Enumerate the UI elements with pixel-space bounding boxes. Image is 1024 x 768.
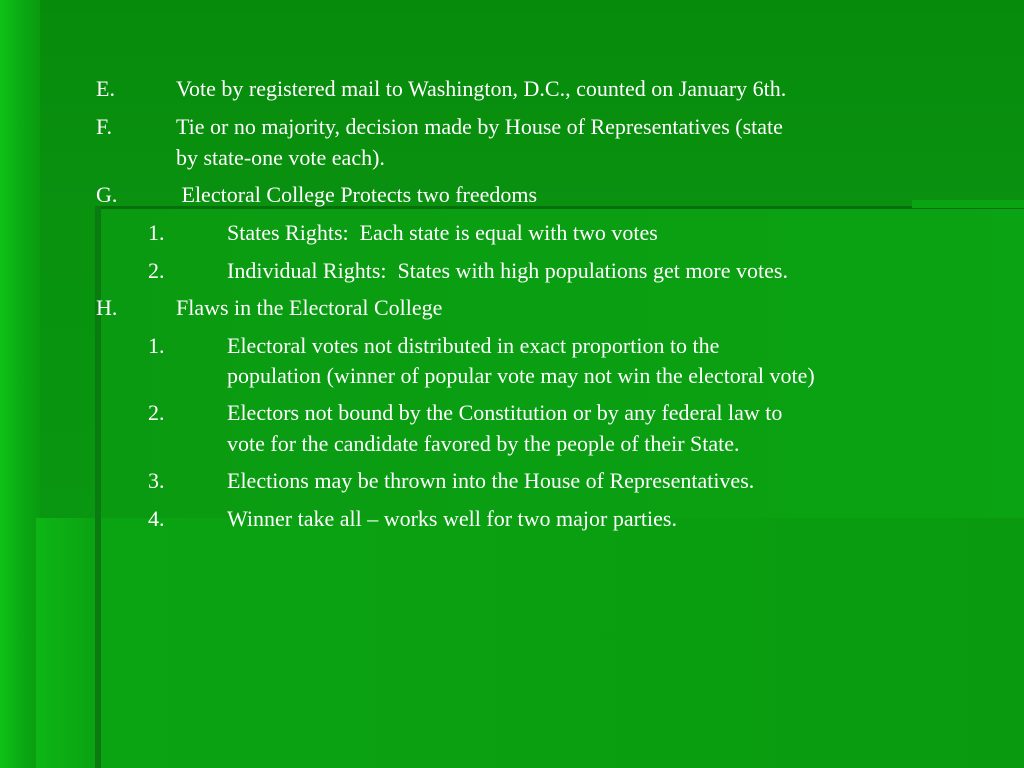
outline-text: States Rights: Each state is equal with two votes bbox=[227, 220, 658, 245]
outline-marker: E. bbox=[96, 76, 115, 101]
outline-text: by state-one vote each). bbox=[176, 145, 385, 170]
outline-text: Vote by registered mail to Washington, D.C., counted on January 6th. bbox=[176, 76, 787, 101]
outline-marker: 2. bbox=[148, 258, 165, 283]
outline-text: population (winner of popular vote may not win the electoral vote) bbox=[227, 363, 815, 388]
outline-text: Individual Rights: States with high populations get more votes. bbox=[227, 258, 788, 283]
outline-text: Electoral votes not distributed in exact proportion to the bbox=[227, 333, 720, 358]
outline-marker: G. bbox=[96, 182, 118, 207]
outline-text: Tie or no majority, decision made by House of Representatives (state bbox=[176, 114, 783, 139]
outline-marker: 4. bbox=[148, 506, 165, 531]
outline-marker: 1. bbox=[148, 333, 165, 358]
outline-marker: 3. bbox=[148, 468, 165, 493]
outline-marker: 2. bbox=[148, 400, 165, 425]
outline-text: vote for the candidate favored by the people of their State. bbox=[227, 431, 740, 456]
outline-marker: H. bbox=[96, 295, 118, 320]
outline-text: Winner take all – works well for two major parties. bbox=[227, 506, 677, 531]
outline-text: Elections may be thrown into the House of Representatives. bbox=[227, 468, 755, 493]
outline-marker: F. bbox=[96, 114, 112, 139]
outline-text: Electors not bound by the Constitution or by any federal law to bbox=[227, 400, 783, 425]
outline-text: Electoral College Protects two freedoms bbox=[176, 182, 538, 207]
outline-marker: 1. bbox=[148, 220, 165, 245]
outline-text: Flaws in the Electoral College bbox=[176, 295, 443, 320]
